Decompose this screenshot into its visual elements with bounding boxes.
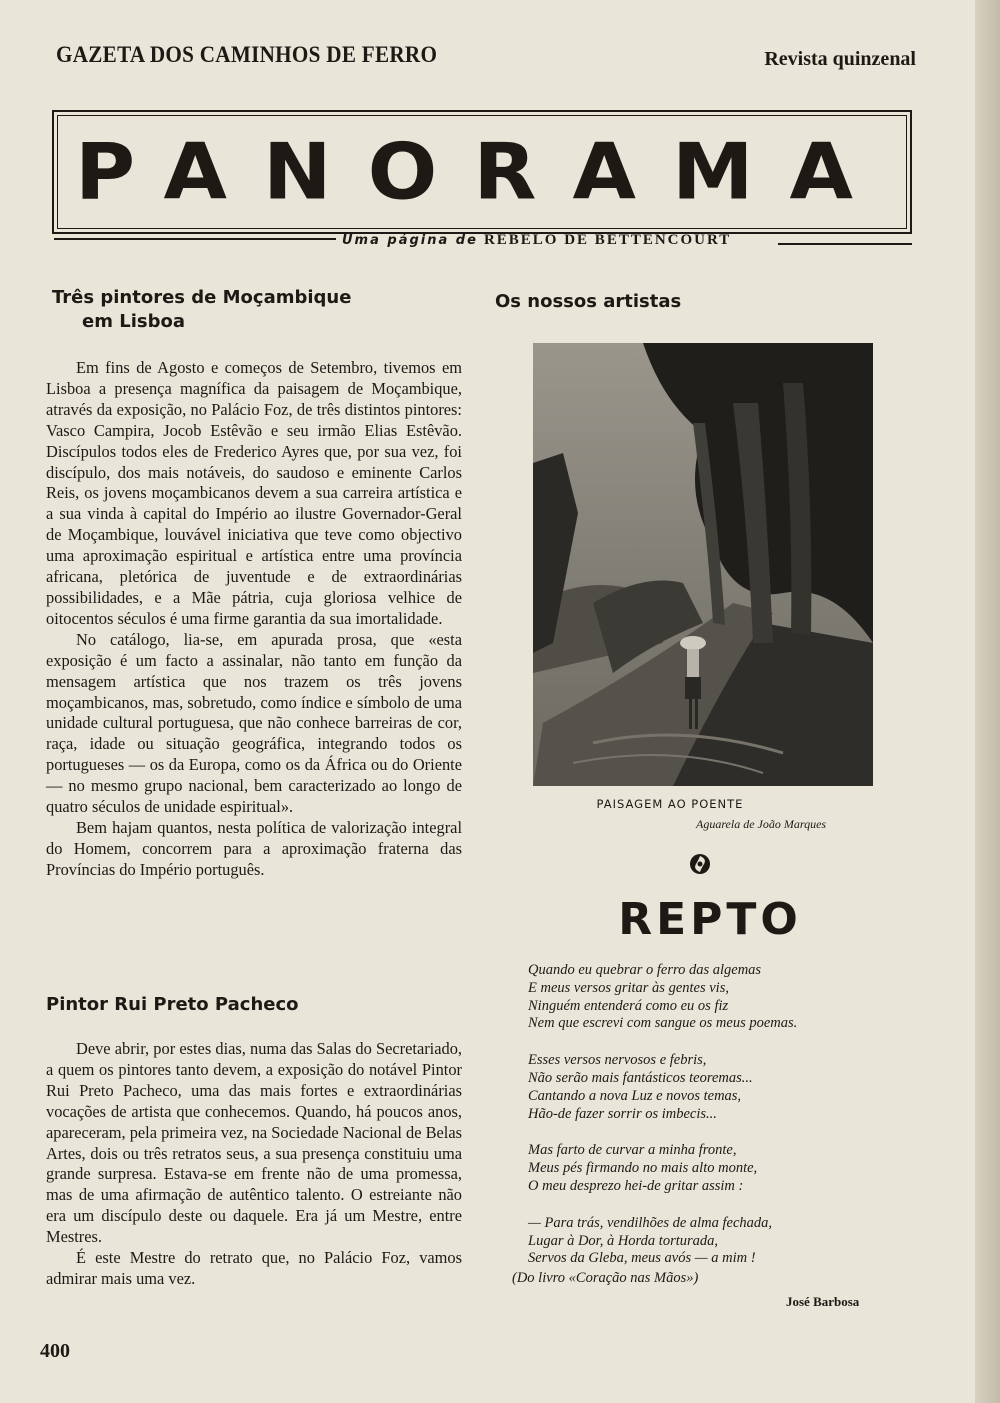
article2-paragraph: Deve abrir, por estes dias, numa das Salas do Secretariado, a quem os pintores tanto devem, a exposição do notável Pintor Rui Preto Pacheco, uma das mais fortes e extraordinárias vocações de artista que conhecemos. Quando, há poucos anos, apareceram, pela primeira vez, na Sociedade Nacional de Belas Artes, dois ou três retratos seus, a sua presença constituiu uma grande surpresa. Estava-se em frente não de uma promessa, mas de uma afirmação de autêntico talento. O estreiante não era um discípulo deste ou daquele. Era já um Mestre, entre Mestres. — [46, 1039, 462, 1247]
poem-line: Não serão mais fantásticos teoremas... — [528, 1069, 753, 1086]
article1-title — [52, 286, 351, 334]
byline-prefix: Uma página de — [342, 233, 478, 248]
publication-title: GAZETA DOS CAMINHOS DE FERRO — [56, 42, 438, 67]
poem-line: E meus versos gritar às gentes vis, — [528, 979, 729, 996]
byline-rule-right — [778, 243, 912, 245]
painting-caption: PAISAGEM AO POENTE — [596, 797, 744, 811]
poem-line: Mas farto de curvar a minha fronte, — [528, 1142, 737, 1159]
poem-line: O meu desprezo hei-de gritar assim : — [528, 1177, 744, 1194]
painting-illustration — [533, 343, 873, 786]
poem-title: REPTO — [618, 894, 802, 945]
ornament-icon — [689, 853, 711, 880]
poem-line: — Para trás, vendilhões de alma fechada, — [528, 1214, 773, 1231]
painting-credit: Aguarela de João Marques — [696, 817, 827, 831]
byline-rule-left — [54, 238, 336, 240]
poem-line: Esses versos nervosos e febris, — [528, 1052, 707, 1069]
poem-line: Servos da Gleba, meus avós — a mim ! — [528, 1250, 756, 1267]
poem-line: Hão-de fazer sorrir os imbecis... — [528, 1105, 717, 1122]
poem-stanza — [510, 962, 910, 1033]
article1-paragraph: No catálogo, lia-se, em apurada prosa, que «esta exposição é um facto a assinalar, não tanto em função da mensagem artística que nos trazem os três jovens moçambicanos, mas, sobretudo, como índice e símbolo de uma unidade cultural portuguesa, que não conhece barreiras de cor, raça, idade ou situação geográfica, integrando todos os portugueses — os da Europa, como os da África ou do Oriente — no mesmo grupo nacional, bem caracterizado ao longo de quatro séculos de unidade espiritual». — [46, 629, 462, 817]
poem-stanza — [510, 1142, 910, 1195]
article1-title-line1: Três pintores de Moçambique — [52, 287, 352, 308]
poem-stanza — [510, 1052, 910, 1123]
poem-line: Lugar à Dor, à Horda torturada, — [528, 1232, 719, 1249]
artists-section-title: Os nossos artistas — [495, 291, 682, 312]
page-number: 400 — [40, 1340, 70, 1362]
page-edge-shadow — [975, 0, 1000, 1403]
poem-line: Cantando a nova Luz e novos temas, — [528, 1087, 742, 1104]
poem-stanza — [510, 1215, 910, 1268]
poem-line: Quando eu quebrar o ferro das algemas — [528, 962, 762, 978]
poem-body — [510, 962, 910, 1287]
section-byline — [342, 232, 731, 249]
poem-source: (Do livro «Coração nas Mãos») — [512, 1270, 699, 1286]
article1-title-line2: em Lisboa — [82, 311, 185, 332]
article2-title: Pintor Rui Preto Pacheco — [46, 994, 299, 1015]
poem-line: Nem que escrevi com sangue os meus poemas. — [528, 1015, 798, 1032]
article1-body — [46, 358, 462, 881]
poem-line: Ninguém entenderá como eu os fiz — [528, 997, 729, 1014]
painting-image — [533, 343, 873, 786]
byline-author: REBELO DE BETTENCOURT — [483, 232, 732, 248]
article2-paragraph: É este Mestre do retrato que, no Palácio Foz, vamos admirar mais uma vez. — [46, 1248, 462, 1288]
publication-frequency: Revista quinzenal — [764, 48, 916, 70]
poem-author: José Barbosa — [786, 1294, 860, 1309]
article2-body — [46, 1039, 462, 1290]
section-title: PANORAMA — [74, 127, 890, 218]
article1-paragraph: Em fins de Agosto e começos de Setembro, tivemos em Lisboa a presença magnífica da paisagem de Moçambique, através da exposição, no Palácio Foz, de três distintos pintores: Vasco Campira, Jocob Estêvão e seu irmão Elias Estêvão. Discípulos todos eles de Frederico Ayres que, por sua vez, foi discípulo, dos mais notáveis, do saudoso e eminente Carlos Reis, os jovens moçambicanos devem a sua carreira artística e a sua vinda à capital do Império ao ilustre Governador-Geral de Moçambique, louvável iniciativa que teve como objectivo uma aproximação espiritual e artística entre uma província africana, pletórica de juventude e de extraordinárias possibilidades, e a Mãe pátria, cuja gloriosa velhice de oitocentos séculos é uma firme garantia da sua imortalidade. — [46, 358, 462, 628]
poem-line: Meus pés firmando no mais alto monte, — [528, 1160, 758, 1177]
article1-paragraph: Bem hajam quantos, nesta política de valorização integral do Homem, concorrem para a aproximação fraterna das Províncias do Império português. — [46, 817, 462, 879]
